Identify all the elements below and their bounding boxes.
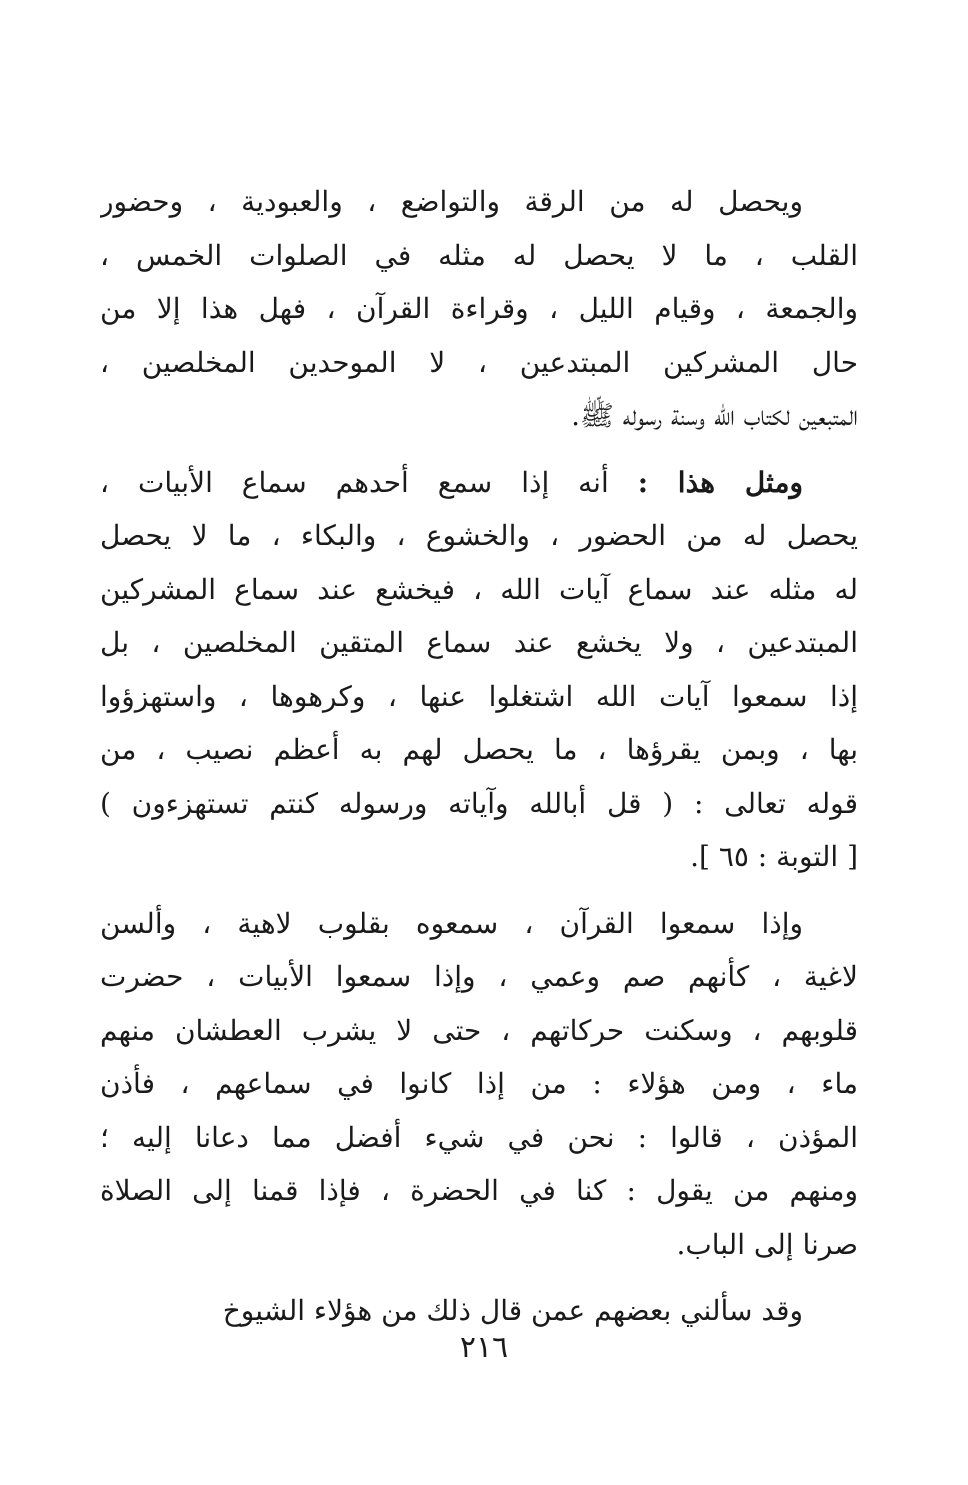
text-line: وإذا سمعوا القرآن ، سمعوه بقلوب لاهية ، وألسن: [100, 906, 803, 940]
text-line: [ التوبة : ٦٥ ].: [690, 840, 858, 873]
text-line: وقد سألني بعضهم عمن قال ذلك من هؤلاء الشيوخ: [222, 1294, 803, 1327]
text-line: ومنهم من يقول : كنا في الحضرة ، فإذا قمنا إلى الصلاة: [100, 1174, 858, 1207]
text-line: ماء ، ومن هؤلاء : من إذا كانوا في سماعهم ، فأذن: [100, 1067, 858, 1100]
text-line: إذا سمعوا آيات الله اشتغلوا عنها ، وكرهوها ، واستهزؤوا: [100, 679, 858, 713]
page-body: [100, 175, 858, 1327]
text-line: يحصل له من الحضور ، والخشوع ، والبكاء ، ما لا يحصل: [100, 519, 858, 552]
text-line: المبتدعين ، ولا يخشع عند سماع المتقين المخلصين ، بل: [100, 626, 858, 659]
text-line: قوله تعالى : ( قل أبالله وآياته ورسوله كنتم تستهزءون ): [100, 786, 858, 820]
text-line-rest: أنه إذا سمع أحدهم سماع الأبيات ،: [100, 465, 609, 499]
text-line: له مثله عند سماع آيات الله ، فيخشع عند سماع المشركين: [100, 572, 858, 606]
text-line: ويحصل له من الرقة والتواضع ، والعبودية ، وحضور: [100, 185, 803, 218]
text-line: القلب ، ما لا يحصل له مثله في الصلوات الخمس ،: [100, 238, 858, 272]
text-line: قلوبهم ، وسكنت حركاتهم ، حتى لا يشرب العطشان منهم: [100, 1013, 858, 1047]
text-line: لاغية ، كأنهم صم وعمي ، وإذا سمعوا الأبيات ، حضرت: [100, 960, 858, 993]
text-line: صرنا إلى الباب.: [676, 1227, 858, 1261]
text-line: المتبعين لكتاب الله وسنة رسوله ﷺ.: [571, 399, 858, 432]
page-number: ٢١٦: [459, 1330, 509, 1365]
paragraph-1: [100, 175, 858, 443]
text-line-with-lead: [100, 456, 858, 510]
text-line: حال المشركين المبتدعين ، لا الموحدين المخلصين ،: [100, 345, 858, 379]
paragraph-2: [100, 456, 858, 884]
paragraph-3: [100, 897, 858, 1272]
paragraph-lead: ومثل هذا :: [637, 465, 803, 499]
text-line: بها ، وبمن يقرؤها ، ما يحصل لهم به أعظم نصيب ، من: [100, 733, 858, 766]
text-line: المؤذن ، قالوا : نحن في شيء أفضل مما دعانا إليه ؛: [100, 1120, 858, 1154]
text-line: والجمعة ، وقيام الليل ، وقراءة القرآن ، فهل هذا إلا من: [100, 292, 858, 325]
